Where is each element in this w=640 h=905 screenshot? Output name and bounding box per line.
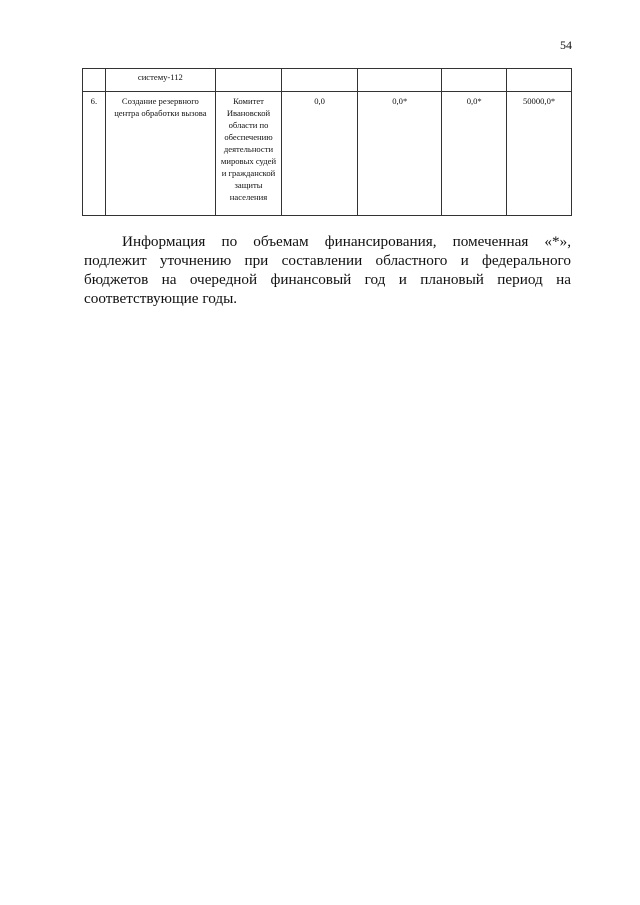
value-cell (358, 69, 442, 92)
value-cell (281, 69, 357, 92)
financing-note: Информация по объемам финансирования, помеченная «*», подлежит уточнению при составлении областного и федерального бюджетов на очередной финансовый год и плановый период на соответствующие годы. (84, 233, 571, 307)
executor-cell (216, 69, 282, 92)
value-cell: 0,0 (281, 92, 357, 216)
value-cell (507, 69, 572, 92)
executor-cell: Комитет Ивановской области по обеспечению деятельности мировых судей и гражданской защиты населения (216, 92, 282, 216)
financing-table (82, 68, 572, 216)
measure-name-cell: систему-112 (105, 69, 215, 92)
measure-name-cell: Создание резервного центра обработки вызова (105, 92, 215, 216)
row-number-cell (83, 69, 106, 92)
page-number: 54 (560, 38, 572, 52)
value-cell (442, 69, 507, 92)
table-row (83, 92, 572, 216)
value-cell: 50000,0* (507, 92, 572, 216)
value-cell: 0,0* (358, 92, 442, 216)
row-number-cell: 6. (83, 92, 106, 216)
table-row (83, 69, 572, 92)
value-cell: 0,0* (442, 92, 507, 216)
